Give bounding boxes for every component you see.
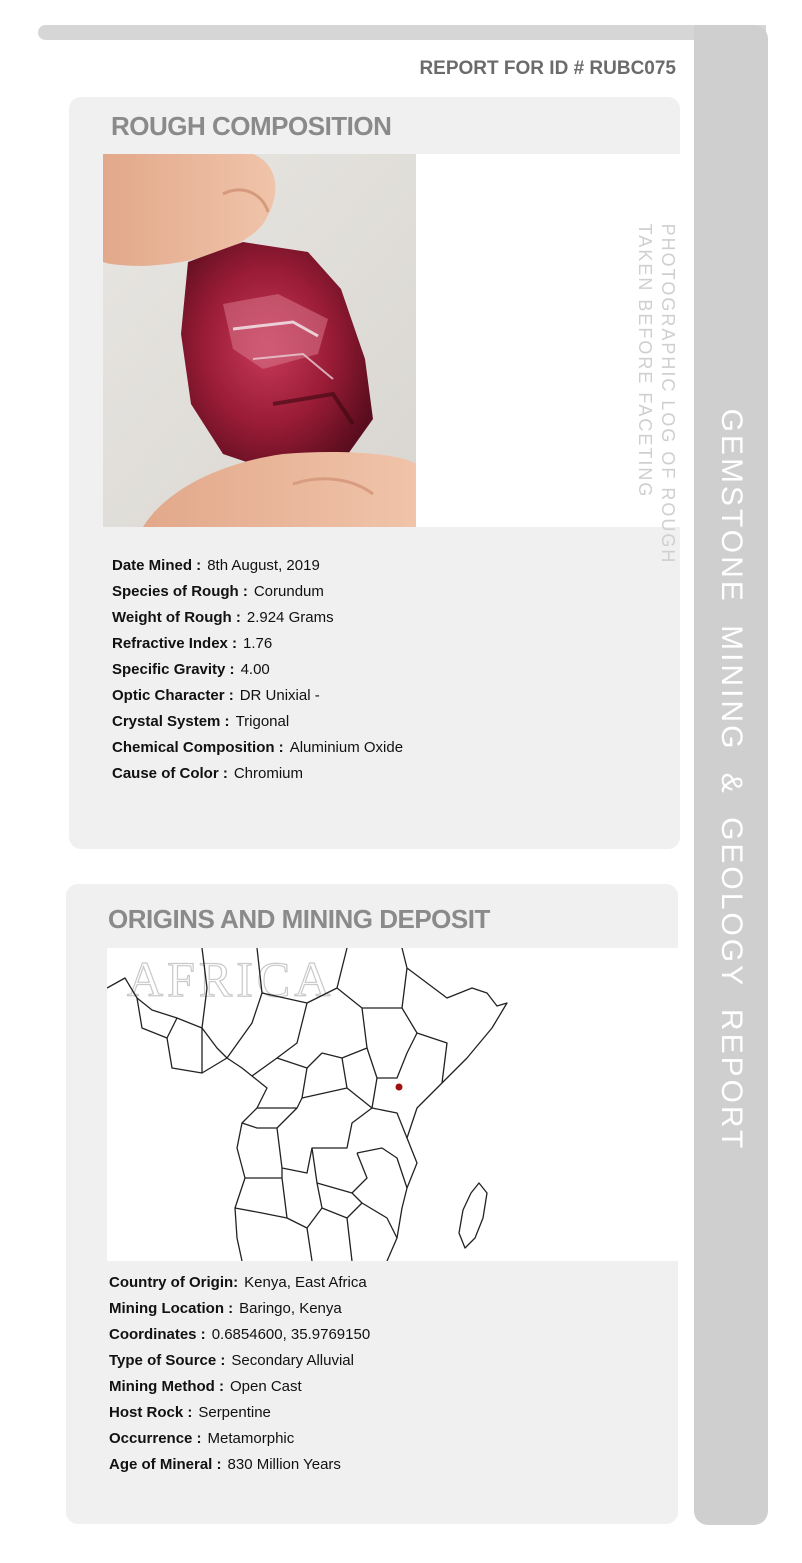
property-value: Chromium (233, 765, 304, 782)
origin-properties-list (109, 1270, 370, 1478)
rough-composition-title: ROUGH COMPOSITION (111, 111, 392, 141)
property-row (109, 1296, 370, 1322)
map-label: AFRICA (127, 951, 335, 1007)
property-label: Age of Mineral : (109, 1456, 222, 1473)
property-label: Species of Rough : (112, 583, 248, 600)
property-label: Optic Character : (112, 687, 234, 704)
property-row (109, 1348, 370, 1374)
property-value: Trigonal (235, 713, 290, 730)
property-label: Specific Gravity : (112, 661, 235, 678)
header-divider-bar (38, 25, 766, 40)
property-row (109, 1426, 370, 1452)
property-row (112, 683, 403, 709)
property-label: Coordinates : (109, 1326, 206, 1343)
property-label: Host Rock : (109, 1404, 193, 1421)
property-row (112, 761, 403, 787)
property-label: Mining Location : (109, 1300, 234, 1317)
property-row (112, 657, 403, 683)
property-value: 1.76 (243, 635, 273, 652)
property-value: Corundum (253, 583, 324, 600)
property-value: 2.924 Grams (246, 609, 334, 626)
property-row (109, 1322, 370, 1348)
origins-title: ORIGINS AND MINING DEPOSIT (108, 904, 490, 934)
property-label: Occurrence : (109, 1430, 202, 1447)
africa-map-drawing (107, 948, 678, 1261)
property-value: 0.6854600, 35.9769150 (211, 1326, 371, 1343)
rough-composition-panel (69, 97, 680, 849)
origins-panel (66, 884, 678, 1524)
report-id: REPORT FOR ID # RUBC075 (419, 58, 676, 79)
property-row (112, 735, 403, 761)
property-label: Chemical Composition : (112, 739, 284, 756)
property-label: Weight of Rough : (112, 609, 241, 626)
property-value: 4.00 (240, 661, 270, 678)
side-title: GEMSTONE MINING & GEOLOGY REPORT (715, 408, 748, 1152)
property-label: Type of Source : (109, 1352, 226, 1369)
property-label: Cause of Color : (112, 765, 228, 782)
property-row (109, 1270, 370, 1296)
property-row (112, 553, 403, 579)
rough-properties-list (112, 553, 403, 787)
property-value: Baringo, Kenya (239, 1300, 342, 1317)
property-value: Kenya, East Africa (244, 1274, 367, 1291)
property-row (109, 1374, 370, 1400)
property-label: Country of Origin: (109, 1274, 239, 1291)
property-label: Mining Method : (109, 1378, 224, 1395)
side-title-bar (694, 25, 768, 1525)
photo-caption-line1: PHOTOGRAPHIC LOG OF ROUGH (658, 223, 678, 565)
property-value: Serpentine (198, 1404, 271, 1421)
property-value: 830 Million Years (227, 1456, 341, 1473)
property-row (109, 1452, 370, 1478)
property-value: 8th August, 2019 (207, 557, 320, 574)
property-value: Secondary Alluvial (231, 1352, 354, 1369)
property-label: Refractive Index : (112, 635, 238, 652)
rough-gem-photo (103, 154, 416, 527)
property-row (109, 1400, 370, 1426)
africa-map (107, 948, 678, 1261)
property-row (112, 605, 403, 631)
property-label: Crystal System : (112, 713, 230, 730)
property-value: Open Cast (229, 1378, 302, 1395)
property-value: DR Unixial - (239, 687, 320, 704)
property-row (112, 631, 403, 657)
property-row (112, 579, 403, 605)
rough-photo-area (103, 154, 680, 565)
property-label: Date Mined : (112, 557, 202, 574)
property-value: Metamorphic (207, 1430, 295, 1447)
property-row (112, 709, 403, 735)
property-value: Aluminium Oxide (289, 739, 404, 756)
photo-caption-line2: TAKEN BEFORE FACETING (635, 223, 655, 499)
deposit-location-marker (396, 1084, 403, 1091)
